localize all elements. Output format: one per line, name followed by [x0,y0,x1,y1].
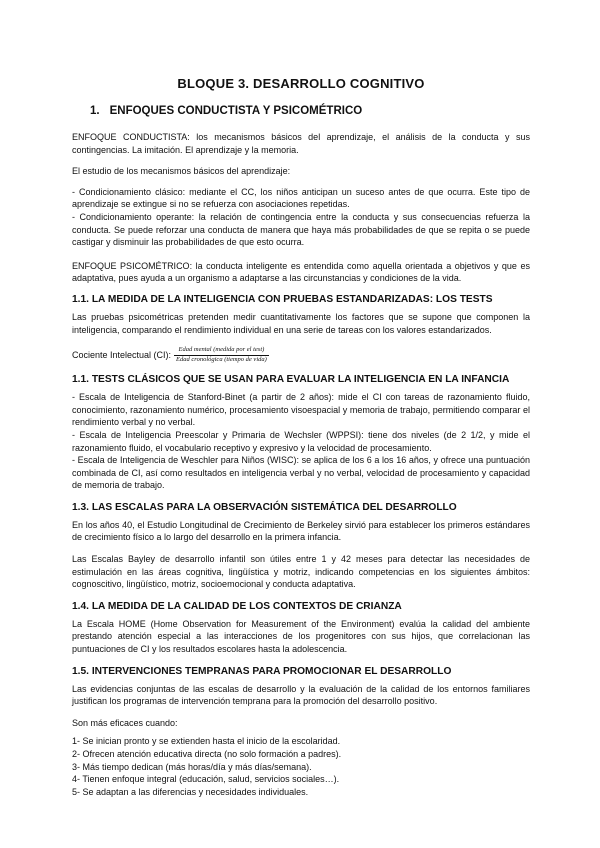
paragraph-evidencias: Las evidencias conjuntas de las escalas de desarrollo y la evaluación de la calidad de los entornos familiares justifican los programas de intervención temprana para la promoción del desarrollo positivo. [72,683,530,707]
paragraph-psicometrico: ENFOQUE PSICOMÉTRICO: la conducta inteligente es entendida como aquella orientada a objetivos y que es adaptativa, pues ayuda a un organismo a adaptarse a las circunstancias y condiciones de la vida. [72,260,530,284]
paragraph-wppsi: - Escala de Inteligencia Preescolar y Primaria de Wechsler (WPPSI): tiene dos niveles (de 2 1/2, y mide el razonamiento fluido, el vocabulario receptivo y expresivo y la velocidad de procesamiento. [72,429,530,453]
paragraph-conductista: ENFOQUE CONDUCTISTA: los mecanismos básicos del aprendizaje, el análisis de la conducta y sus contingencias. La imitación. El aprendizaje y la memoria. [72,132,530,155]
section-title: ENFOQUES CONDUCTISTA Y PSICOMÉTRICO [109,105,363,117]
ci-formula [72,346,530,364]
paragraph-pruebas: Las pruebas psicométricas pretenden medir cuantitativamente los factores que se supone que componen la inteligencia, comparando el rendimiento individual en una serie de tareas con los valores estandarizados. [72,311,530,335]
paragraph-operante: - Condicionamiento operante: la relación de contingencia entre la conducta y sus consecuencias refuerza la conducta. Se puede reforzar una conducta de manera que haya más probabilidades de que se repita o se puede castigar y disminuir las probabilidades de que esto ocurra. [72,211,530,248]
subheading-1-4: 1.4. LA MEDIDA DE LA CALIDAD DE LOS CONTEXTOS DE CRIANZA [72,600,402,612]
paragraph-eficaces-intro: Son más eficaces cuando: [72,717,178,728]
list-item: 4- Tienen enfoque integral (educación, salud, servicios sociales…). [72,774,340,785]
paragraph-berkeley: En los años 40, el Estudio Longitudinal de Crecimiento de Berkeley sirvió para establecer los primeros estándares de crecimiento físico a lo largo del desarrollo en la primera infancia. [72,519,530,543]
document-page [72,76,530,798]
formula-denominator: Edad cronológica (tiempo de vida) [176,356,267,364]
subheading-1-1-clasicos: 1.1. TESTS CLÁSICOS QUE SE USAN PARA EVALUAR LA INTELIGENCIA EN LA INFANCIA [72,374,510,386]
formula-fraction [174,346,269,364]
list-item: 5- Se adaptan a las diferencias y necesidades individuales. [72,786,309,797]
paragraph-wisc: - Escala de Inteligencia de Weschler para Niños (WISC): se aplica de los 6 a los 16 años, y ofrece una puntuación combinada de CI, así como resultados en inteligencia verbal y no verbal, velocidad de procesamiento y capacidad de memoria de trabajo. [72,455,530,491]
list-item: 1- Se inician pronto y se extienden hasta el inicio de la escolaridad. [72,736,341,747]
section-heading-1 [90,105,530,117]
paragraph-stanford-binet: - Escala de Inteligencia de Stanford-Binet (a partir de 2 años): mide el CI con tareas de razonamiento fluido, conocimiento, razonamiento numérico, procesamiento visoespacial y memoria de trabajo, permitiendo comparar el rendimiento verbal y no verbal. [72,392,530,428]
subheading-1-3: 1.3. LAS ESCALAS PARA LA OBSERVACIÓN SISTEMÁTICA DEL DESARROLLO [72,501,457,513]
paragraph-home: La Escala HOME (Home Observation for Measurement of the Environment) evalúa la calidad del ambiente prestando atención especial a las interacciones de los progenitores con sus hijos, que correlacionan las puntuaciones de CI y los resultados escolares hasta la adolescencia. [72,618,530,655]
paragraph-estudio-intro: El estudio de los mecanismos básicos del aprendizaje: [72,166,291,177]
list-item: 3- Más tiempo dedican (más horas/día y más días/semana). [72,761,312,772]
subheading-1-1-tests: 1.1. LA MEDIDA DE LA INTELIGENCIA CON PRUEBAS ESTANDARIZADAS: LOS TESTS [72,293,493,305]
formula-numerator: Edad mental (medida por el test) [178,346,265,354]
subheading-1-5: 1.5. INTERVENCIONES TEMPRANAS PARA PROMOCIONAR EL DESARROLLO [72,665,452,677]
formula-label: Cociente Intelectual (CI): [72,350,172,361]
page-title: BLOQUE 3. DESARROLLO COGNITIVO [177,76,425,91]
paragraph-bayley: Las Escalas Bayley de desarrollo infantil son útiles entre 1 y 42 meses para detectar las necesidades de estimulación en las áreas cognitiva, lingüística y motriz, indicando competencias en los siguientes ámbitos: cognoscitivo, lingüístico, motriz, socioemocional y conducta adaptativa. [72,554,530,590]
eficaces-list [72,735,530,798]
section-number: 1. [90,105,100,117]
list-item: 2- Ofrecen atención educativa directa (no solo formación a padres). [72,749,342,759]
paragraph-clasico: - Condicionamiento clásico: mediante el CC, los niños anticipan un suceso antes de que ocurra. Este tipo de aprendizaje se extingue si no se refuerza con asociaciones repetidas. [72,186,530,210]
